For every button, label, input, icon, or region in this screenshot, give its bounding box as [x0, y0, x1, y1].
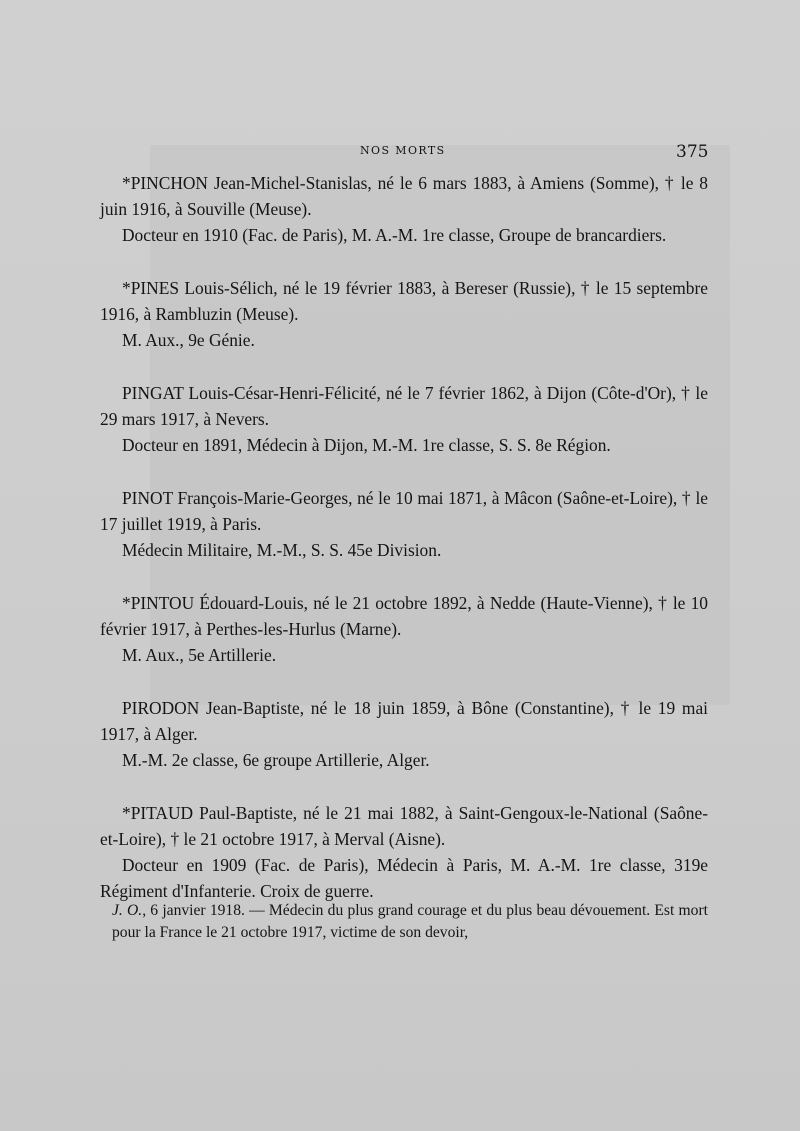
entry-heading: PINGAT Louis-César-Henri-Félicité, né le 7 février 1862, à Dijon (Côte-d'Or), † le 29 mars 1917, à Nevers.	[100, 383, 708, 429]
entry-heading: *PINTOU Édouard-Louis, né le 21 octobre 1892, à Nedde (Haute-Vienne), † le 10 février 1917, à Perthes-les-Hurlus (Marne).	[100, 593, 708, 639]
page-content	[100, 170, 708, 971]
obituary-entry-pintou	[100, 590, 708, 668]
obituary-entry-pinot	[100, 485, 708, 563]
citation-text: , 6 janvier 1918. — Médecin du plus grand courage et du plus beau dévouement. Est mort pour la France le 21 octobre 1917, victime de son devoir,	[112, 902, 708, 941]
entry-heading: *PINES Louis-Sélich, né le 19 février 1883, à Bereser (Russie), † le 15 septembre 1916, à Rambluzin (Meuse).	[100, 278, 708, 324]
entry-detail: Docteur en 1910 (Fac. de Paris), M. A.-M. 1re classe, Groupe de brancardiers.	[122, 225, 667, 245]
obituary-entry-pinchon	[100, 170, 708, 248]
page-number: 375	[676, 142, 709, 162]
entry-detail: Médecin Militaire, M.-M., S. S. 45e Division.	[122, 540, 442, 560]
entry-detail: Docteur en 1891, Médecin à Dijon, M.-M. 1re classe, S. S. 8e Région.	[122, 435, 611, 455]
citation-note	[100, 900, 708, 944]
entry-heading: PIRODON Jean-Baptiste, né le 18 juin 1859, à Bône (Constantine), † le 19 mai 1917, à Alger.	[100, 698, 708, 744]
obituary-entry-pitaud	[100, 800, 708, 944]
running-title: NOS MORTS	[360, 144, 446, 157]
entry-detail: M. Aux., 9e Génie.	[122, 330, 255, 350]
citation-source: J. O.	[112, 902, 143, 919]
entry-heading: *PITAUD Paul-Baptiste, né le 21 mai 1882, à Saint-Gengoux-le-National (Saône-et-Loire), † le 21 octobre 1917, à Merval (Aisne).	[100, 803, 708, 849]
obituary-entry-pingat	[100, 380, 708, 458]
entry-heading: PINOT François-Marie-Georges, né le 10 mai 1871, à Mâcon (Saône-et-Loire), † le 17 juillet 1919, à Paris.	[100, 488, 708, 534]
obituary-entry-pirodon	[100, 695, 708, 773]
entry-heading: *PINCHON Jean-Michel-Stanislas, né le 6 mars 1883, à Amiens (Somme), † le 8 juin 1916, à Souville (Meuse).	[100, 173, 708, 219]
entry-detail: M.-M. 2e classe, 6e groupe Artillerie, Alger.	[122, 750, 430, 770]
page-header	[0, 132, 800, 166]
entry-detail: M. Aux., 5e Artillerie.	[122, 645, 277, 665]
entry-detail: Docteur en 1909 (Fac. de Paris), Médecin à Paris, M. A.-M. 1re classe, 319e Régiment d'Infanterie. Croix de guerre.	[100, 855, 708, 901]
obituary-entry-pines	[100, 275, 708, 353]
